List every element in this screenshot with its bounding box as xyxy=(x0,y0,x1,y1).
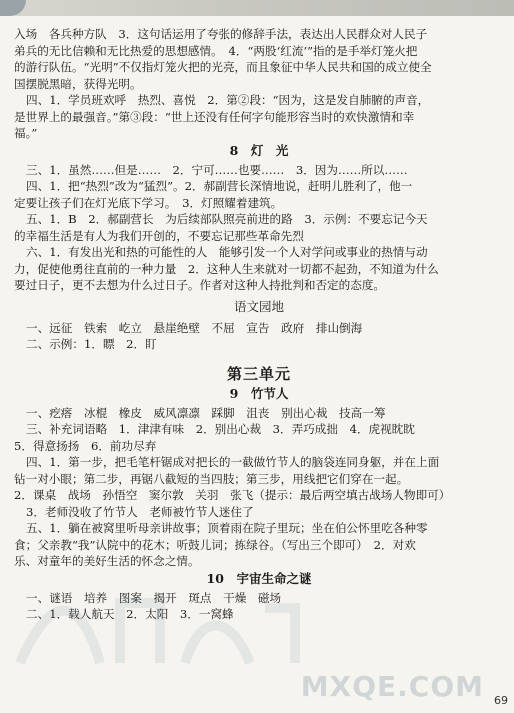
text-line: 六、1．有发出光和热的可能性的人 能够引发一个人对学问或事业的热情与动 xyxy=(26,245,428,259)
text-line: 福。” xyxy=(14,126,38,140)
text-line: 四、1．学员班欢呼 热烈、喜悦 2．第②段：“因为，这是发自肺腑的声音， xyxy=(26,93,430,107)
text-line: 的游行队伍。“光明”不仅指灯笼火把的光亮，而且象征中华人民共和国的成立使全 xyxy=(14,60,432,74)
unit-title: 第三单元 xyxy=(226,364,291,383)
section-title-yuwen-yuandi: 语文园地 xyxy=(233,298,284,314)
text-line: 乐、对童年的美好生活的怀念之情。 xyxy=(14,554,200,568)
text-line: 二、1．载人航天 2．太阳 3．一窝蜂 xyxy=(26,607,234,621)
text-line: 一、远征 铁索 屹立 悬崖绝壁 不屈 宣告 政府 排山倒海 xyxy=(26,320,363,335)
text-line: 四、1．把“热烈”改为“猛烈”。2．郝副营长深情地说，赶明儿胜利了，他一 xyxy=(26,179,413,193)
text-line: 三、补充词语略 1．津津有味 2．别出心裁 3．弄巧成拙 4．虎视眈眈 xyxy=(26,422,415,436)
text-line: 是世界上的最强音。”第③段：“世上还没有任何字句能形容当时的欢快激情和幸 xyxy=(14,109,415,124)
page-number: 69 xyxy=(494,694,508,707)
watermark-text: MXQE.COM xyxy=(300,670,484,703)
text-line: 入场 各兵种方队 3．这句话运用了夸张的修辞手法，表达出人民群众对人民子 xyxy=(14,27,428,41)
text-line: 5．得意扬扬 6．前功尽弃 xyxy=(14,438,157,453)
text-line: 力，促使他勇往直前的一种力量 2．这种人生来就对一切都不起劲，不知道为什么 xyxy=(14,261,439,276)
text-line: 二、示例：1．瞟 2．盯 xyxy=(26,337,157,351)
text-line: 四、1．第一步，把毛笔杆锯成对把长的一截做竹节人的脑袋连同身躯，并在上面 xyxy=(26,455,440,469)
text-line: 钻一对小眼；第二步，再锯八截短的当四肢；第三步，用线把它们穿在一起。 xyxy=(14,471,409,486)
text-line: 五、1．躺在被窝里听母亲讲故事；顶着雨在院子里玩；坐在伯公怀里吃各种零 xyxy=(26,521,428,535)
text-line: 2．课桌 战场 孙悟空 窦尔敦 关羽 张飞（提示：最后两空填古战场人物即可） xyxy=(14,488,451,502)
text-line: 定要让孩子们在灯光底下学习。 3．灯照耀着建筑。 xyxy=(14,195,283,210)
text-line: 一、疙瘩 冰棍 橡皮 威风凛凛 踩脚 沮丧 别出心裁 技高一筹 xyxy=(26,405,386,420)
text-line: 要过日子，更不去想为什么过日子。作者对这种人持批判和否定的态度。 xyxy=(14,278,386,292)
text-line: 国摆脱黑暗，获得光明。 xyxy=(14,76,142,91)
lesson-title-10: 10 宇宙生命之谜 xyxy=(206,570,312,586)
watermark-graphic-icon xyxy=(10,573,310,683)
text-line: 3．老师没收了竹节人 老师被竹节人迷住了 xyxy=(26,504,254,519)
lesson-title-9: 9 竹节人 xyxy=(229,385,289,401)
text-line: 一、谜语 培养 图案 揭开 斑点 干燥 磁场 xyxy=(26,590,282,605)
top-decorative-band xyxy=(0,0,514,16)
lesson-title-8: 8 灯 光 xyxy=(229,142,289,158)
text-line: 三、1．虽然……但是…… 2．宁可……也要…… 3．因为……所以…… xyxy=(26,162,408,177)
text-line: 的幸福生活是有人为我们开创的，不要忘记那些革命先烈 xyxy=(14,228,304,243)
text-line: 弟兵的无比信赖和无比热爱的思想感情。 4．“两股‘红流’”指的是手举灯笼火把 xyxy=(14,43,418,58)
text-line: 五、1．B 2．郝副营长 为后续部队照亮前进的路 3．示例：不要忘记今天 xyxy=(26,212,428,226)
text-line: 食；父亲教“我”认院中的花木；听鼓儿词；拣绿谷。（写出三个即可） 2．对欢 xyxy=(14,537,416,552)
